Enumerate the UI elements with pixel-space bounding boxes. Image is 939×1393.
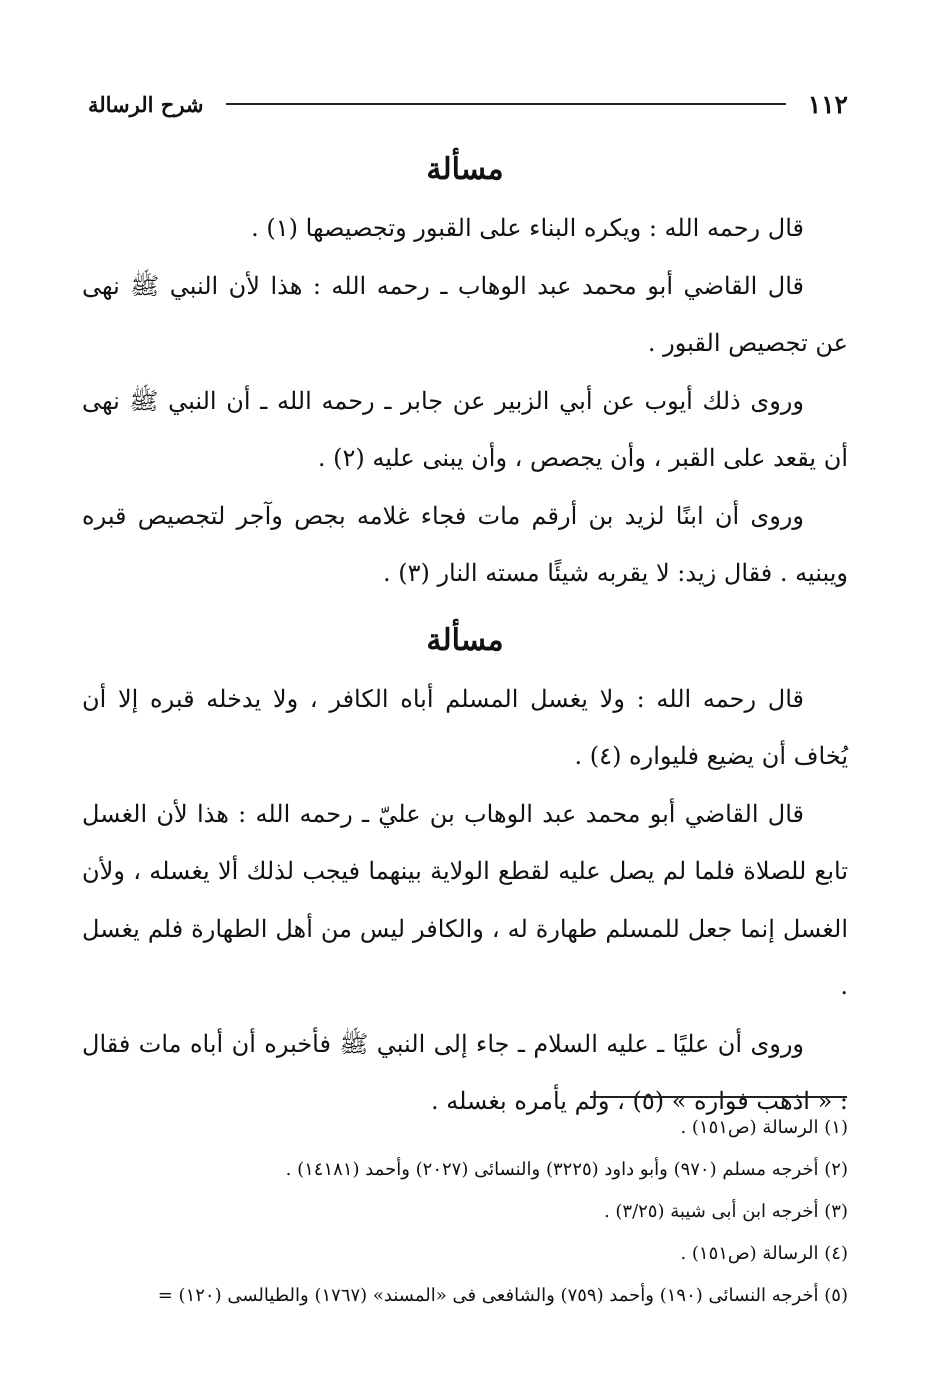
footnote-3: (٣) أخرجه ابن أبى شيبة (٣/٢٥) . (603, 1201, 848, 1222)
footnotes (82, 1107, 848, 1317)
section-title: مسألة (426, 152, 504, 187)
paragraph: قال رحمه الله : ويكره البناء على القبور وتجصيصها (١) . (251, 214, 804, 242)
paragraph: وروى أن ابنًا لزيد بن أرقم مات فجاء غلامه بجص وآجر لتجصيص قبره ويبنيه . فقال زيد: لا يقربه شيئًا مسته النار (٣) . (82, 501, 848, 587)
paragraph: قال القاضي أبو محمد عبد الوهاب بن عليّ ـ رحمه الله : هذا لأن الغسل تابع للصلاة فلما لم يصل عليه لقطع الولاية بينهما فيجب لذلك ألا يغسله ، ولأن الغسل إنما جعل للمسلم طهارة له ، والكافر ليس من أهل الطهارة فلم يغسل . (82, 799, 848, 1000)
paragraph: قال رحمه الله : ولا يغسل المسلم أباه الكافر ، ولا يدخله قبره إلا أن يُخاف أن يضيع فليواره (٤) . (82, 684, 848, 770)
footnote-2: (٢) أخرجه مسلم (٩٧٠) وأبو داود (٣٢٢٥) والنسائى (٢٠٢٧) وأحمد (١٤١٨١) . (285, 1159, 848, 1180)
spacer (82, 603, 848, 611)
header-rule (226, 103, 786, 105)
footnote-5: (٥) أخرجه النسائى (١٩٠) وأحمد (٧٥٩) والشافعى فى «المسند» (١٧٦٧) والطيالسى (١٢٠) = (157, 1285, 848, 1306)
paragraph: وروى أن عليًا ـ عليه السلام ـ جاء إلى النبي ﷺ فأخبره أن أباه مات فقال : « اذهب فواره » (٥) ، ولم يأمره بغسله . (82, 1029, 848, 1115)
paragraph: قال القاضي أبو محمد عبد الوهاب ـ رحمه الله : هذا لأن النبي ﷺ نهى عن تجصيص القبور . (82, 271, 848, 357)
running-title: شرح الرسالة (88, 91, 204, 117)
page-number: ١١٢ (807, 89, 848, 119)
section-title: مسألة (426, 622, 504, 658)
footnote-separator (590, 1096, 847, 1098)
footnote-4: (٤) الرسالة (ص١٥١) . (680, 1243, 848, 1264)
running-header (88, 84, 848, 124)
paragraph: وروى ذلك أيوب عن أبي الزبير عن جابر ـ رحمه الله ـ أن النبي ﷺ نهى أن يقعد على القبر ، وأن يجصص ، وأن يبنى عليه (٢) . (82, 386, 848, 472)
footnote-1: (١) الرسالة (ص١٥١) . (680, 1117, 848, 1138)
main-text (82, 140, 848, 1131)
